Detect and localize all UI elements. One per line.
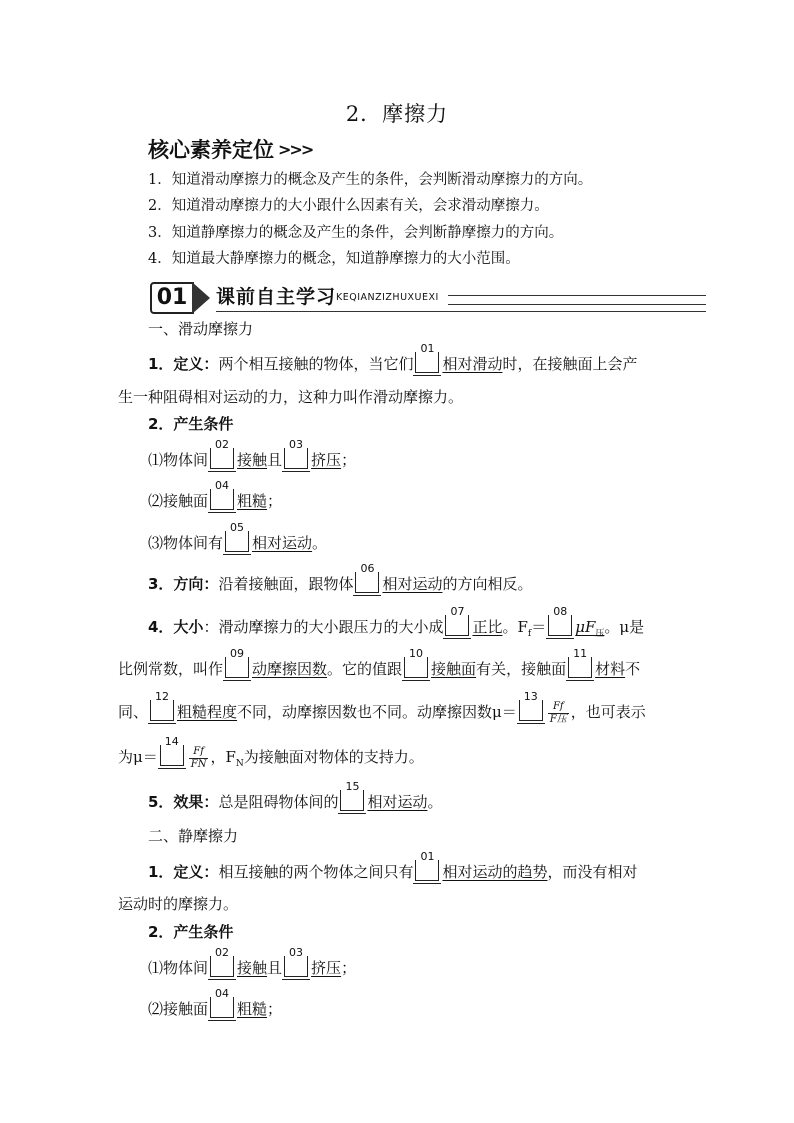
s1-heading: 一、滑动摩擦力 (148, 320, 254, 338)
blank-box[interactable] (340, 780, 364, 811)
core-heading-text: 核心素养定位 (148, 138, 274, 162)
blank-number: 10 (405, 648, 427, 660)
text: 。它的值跟 (327, 660, 403, 678)
answer: 接触面 (431, 660, 477, 678)
formula: μF (575, 618, 596, 636)
s1-definition-line1 (148, 342, 638, 375)
blank-box[interactable] (284, 438, 308, 469)
blank-number: 06 (356, 563, 378, 575)
blank-box[interactable] (225, 521, 249, 552)
text: ⑵接触面 (148, 492, 209, 510)
text: 两个相互接触的物体，当它们 (218, 355, 414, 373)
text: ⑴物体间 (148, 451, 209, 469)
blank-number: 14 (161, 736, 183, 748)
subscript: N (235, 759, 244, 769)
answer: 粗糙 (237, 1000, 268, 1018)
text: 为接触面对物体的支持力。 (243, 748, 424, 766)
answer: 材料 (595, 660, 626, 678)
text: 相互接触的两个物体之间只有 (218, 863, 414, 881)
blank-number: 15 (341, 781, 363, 793)
text: ⑴物体间 (148, 959, 209, 977)
blank-box[interactable] (210, 946, 234, 977)
banner-underline (216, 311, 706, 312)
label: 4．大小 (148, 618, 204, 636)
answer: 相对运动 (252, 534, 313, 552)
answer: 相对运动的趋势 (442, 863, 548, 881)
blank-number: 01 (416, 851, 438, 863)
s1-def-label: 1．定义： (148, 355, 219, 373)
text: ； (341, 959, 357, 977)
subscript: 压 (595, 629, 605, 639)
blank-number: 01 (416, 343, 438, 355)
s1-conditions-label (148, 413, 233, 435)
section-banner (148, 280, 708, 314)
text: ； (267, 492, 283, 510)
s1-effect (148, 780, 443, 813)
blank-box[interactable] (404, 647, 428, 678)
blank-box[interactable] (568, 647, 592, 678)
text: 且 (267, 959, 283, 977)
text: ； (341, 451, 357, 469)
label: 1．定义： (148, 863, 219, 881)
label: 5．效果： (148, 793, 219, 811)
answer: 接触 (237, 959, 268, 977)
text: 。F (502, 618, 528, 636)
s2-conditions-label (148, 921, 233, 943)
blank-box[interactable] (355, 562, 379, 593)
text: ，F (210, 748, 236, 766)
label: 3．方向： (148, 575, 219, 593)
s2-condition-1 (148, 946, 357, 979)
blank-number: 04 (211, 480, 233, 492)
denominator: FN (190, 758, 207, 770)
text: 总是阻碍物体间的 (218, 793, 339, 811)
s1-definition-line2: 生一种阻碍相对运动的力，这种力叫作滑动摩擦力。 (118, 388, 464, 406)
s1-condition-2 (148, 479, 283, 512)
numerator: Ff (189, 746, 209, 759)
text: 时，在接触面上会产 (502, 355, 638, 373)
answer: 相对滑动 (442, 355, 503, 373)
s2-definition-line2: 运动时的摩擦力。 (118, 895, 239, 913)
text: 不 (625, 660, 641, 678)
blank-number: 02 (211, 947, 233, 959)
s1-condition-3 (148, 521, 328, 554)
text: 有关，接触面 (476, 660, 567, 678)
text: ＝ (531, 618, 547, 636)
blank-box[interactable] (150, 690, 174, 721)
text: ：滑动摩擦力的大小跟压力的大小成 (203, 618, 444, 636)
text: ； (267, 1000, 283, 1018)
objective-2: 2．知道滑动摩擦力的大小跟什么因素有关，会求滑动摩擦力。 (148, 198, 549, 214)
blank-box[interactable] (284, 946, 308, 977)
chevrons-icon: >>> (278, 139, 313, 159)
banner-number: 01 (150, 282, 194, 314)
s1-direction (148, 562, 533, 595)
page-title: 2．摩擦力 (345, 102, 449, 126)
blank-number: 05 (226, 522, 248, 534)
text: ，也可表示 (570, 703, 646, 721)
blank-box[interactable] (210, 479, 234, 510)
blank-box[interactable] (415, 850, 439, 881)
answer: 粗糙程度 (177, 703, 238, 721)
s1-magnitude-line3 (118, 690, 646, 726)
blank-number: 07 (446, 606, 468, 618)
objective-3: 3．知道静摩擦力的概念及产生的条件，会判断静摩擦力的方向。 (148, 225, 564, 241)
core-literacy-heading (148, 134, 312, 164)
banner-subtitle: KEQIANZIZHUXUEXI (336, 292, 439, 303)
s1-magnitude-line2 (118, 647, 641, 680)
text: 比例常数，叫作 (118, 660, 224, 678)
text: ⑶物体间有 (148, 534, 224, 552)
blank-box[interactable] (445, 605, 469, 636)
text: 。 (427, 793, 443, 811)
blank-box[interactable] (160, 735, 184, 766)
answer: 挤压 (311, 959, 342, 977)
s2-heading: 二、静摩擦力 (148, 827, 239, 845)
s2-definition-line1 (148, 850, 638, 883)
s1-magnitude-line1 (148, 605, 645, 645)
s1-condition-1 (148, 438, 357, 471)
answer: 正比 (472, 618, 503, 636)
text: 且 (267, 451, 283, 469)
objective-4: 4．知道最大静摩擦力的概念，知道静摩擦力的大小范围。 (148, 251, 520, 267)
fraction (189, 746, 209, 771)
banner-wedge-icon (192, 282, 210, 314)
blank-box[interactable] (210, 438, 234, 469)
blank-box[interactable] (225, 647, 249, 678)
blank-number: 11 (569, 648, 591, 660)
s2-condition-2 (148, 987, 283, 1020)
answer: 接触 (237, 451, 268, 469)
text: ，而没有相对 (547, 863, 638, 881)
blank-box[interactable] (210, 987, 234, 1018)
answer: 挤压 (311, 451, 342, 469)
text: 沿着接触面，跟物体 (218, 575, 354, 593)
blank-box[interactable] (548, 605, 572, 636)
fraction (548, 701, 569, 726)
answer: 粗糙 (237, 492, 268, 510)
blank-number: 13 (520, 691, 542, 703)
subscript: f (527, 629, 532, 639)
label: 2．产生条件 (148, 415, 234, 433)
blank-number: 02 (211, 439, 233, 451)
answer: 动摩擦因数 (252, 660, 328, 678)
blank-number: 03 (285, 439, 307, 451)
blank-number: 08 (549, 606, 571, 618)
denominator: F压 (549, 713, 567, 725)
banner-title: 课前自主学习 (216, 286, 337, 308)
text: 。μ是 (604, 618, 645, 636)
blank-number: 09 (226, 648, 248, 660)
answer (575, 618, 605, 639)
blank-number: 04 (211, 988, 233, 1000)
s1-magnitude-line4 (118, 735, 424, 775)
blank-box[interactable] (519, 690, 543, 721)
objective-1: 1．知道滑动摩擦力的概念及产生的条件，会判断滑动摩擦力的方向。 (148, 172, 593, 188)
numerator: Ff (548, 701, 569, 714)
text: ⑵接触面 (148, 1000, 209, 1018)
blank-number: 12 (151, 691, 173, 703)
banner-rule (448, 295, 706, 305)
text: 同、 (118, 703, 149, 721)
blank-box[interactable] (415, 342, 439, 373)
text: 不同，动摩擦因数也不同。动摩擦因数μ＝ (237, 703, 517, 721)
answer: 相对运动 (367, 793, 428, 811)
text: 。 (312, 534, 328, 552)
blank-number: 03 (285, 947, 307, 959)
text: 的方向相反。 (442, 575, 533, 593)
label: 2．产生条件 (148, 923, 234, 941)
text: 为μ＝ (118, 748, 158, 766)
answer: 相对运动 (382, 575, 443, 593)
